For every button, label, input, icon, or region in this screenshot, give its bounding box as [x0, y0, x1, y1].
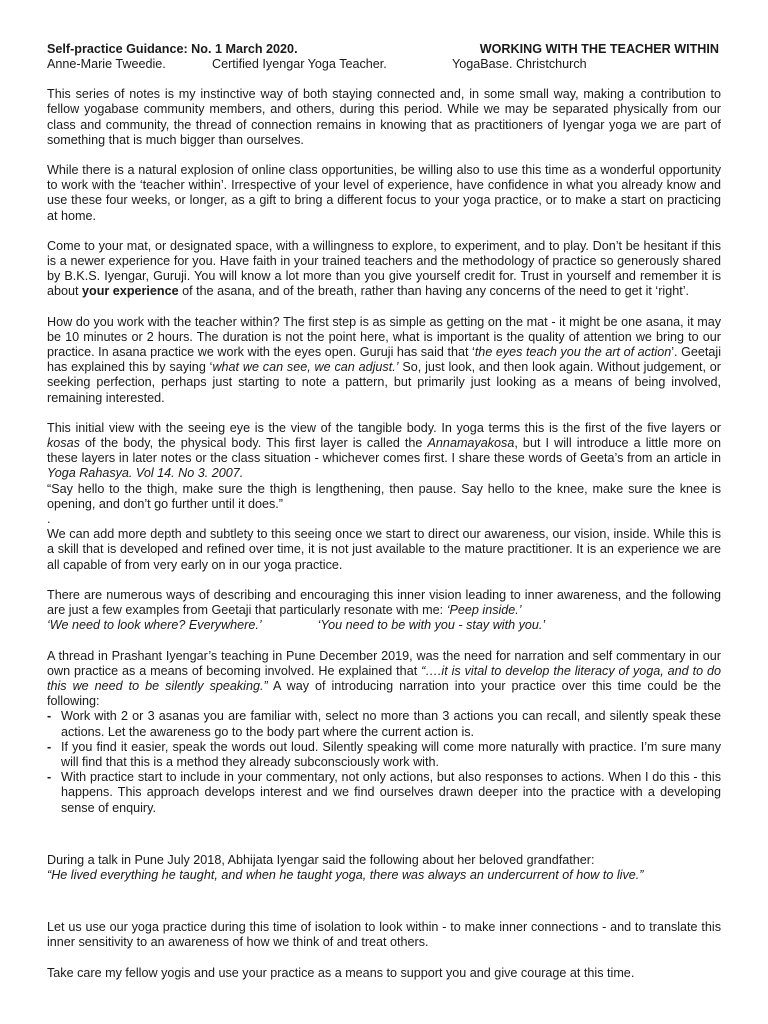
- doc-series-title: Self-practice Guidance: No. 1 March 2020.: [47, 42, 298, 56]
- paragraph-teacher-within: While there is a natural explosion of online class opportunities, be willing also to use this time as a wonderful opportunity to work with the ‘teacher within’. Irrespective of your level of experience, have confidence in what you already know and use these four weeks, or longer, as a gift to bring a different focus to your yoga practice, or to make a start on practicing at home.: [47, 163, 721, 223]
- paragraph-kosas: This initial view with the seeing eye is the view of the tangible body. In yoga terms this is the first of the five layers or kosas of the body, the physical body. This first layer is called the Annamayakosa, but I will introduce a little more on these layers in later notes or the class situation - whichever comes first. I share these words of Geeta’s from an article in Yoga Rahasya. Vol 14. No 3. 2007.: [47, 420, 721, 481]
- narration-list: [47, 709, 721, 815]
- header-row-2: [47, 57, 721, 72]
- paragraph-isolation: Let us use our yoga practice during this time of isolation to look within - to make inner connections - and to translate this inner sensitivity to an awareness of how we think of and treat others.: [47, 920, 721, 950]
- abhijata-quote: “He lived everything he taught, and when he taught yoga, there was always an undercurrent of how to live.”: [47, 867, 644, 882]
- geeta-quote: “Say hello to the thigh, make sure the thigh is lengthening, then pause. Say hello to the knee, make sure the knee is opening, and don’t go further until it does.”: [47, 481, 721, 511]
- paragraph-how: How do you work with the teacher within? The first step is as simple as getting on the mat - it might be one asana, it may be 10 minutes or 2 hours. The duration is not the point here, what is important is the quality of attention we bring to our practice. In asana practice we work with the eyes open. Guruji has said that ‘the eyes teach you the art of action’. Geetaji has explained this by saying ‘what we can see, we can adjust.’ So, just look, and then look again. Without judgement, or seeking perfection, perhaps just starting to note a pattern, but primarily just looking as a means of being involved, remaining interested.: [47, 314, 722, 405]
- list-item: - If you find it easier, speak the words out loud. Silently speaking will come more naturally with practice. I’m sure many will find that this is a method they already subconsciously work with.: [47, 740, 721, 770]
- paragraph-abhijata: During a talk in Pune July 2018, Abhijata Iyengar said the following about her beloved grandfather:: [47, 852, 595, 867]
- paragraph-inner-vision: There are numerous ways of describing and encouraging this inner vision leading to inner awareness, and the following are just a few examples from Geetaji that particularly resonate with me: ‘Peep inside.’ ‘We need to look where? Everywhere.’ ‘You need to be with you - stay with you.’: [47, 587, 721, 633]
- stray-dot: .: [47, 512, 51, 527]
- author-credential: Certified Iyengar Yoga Teacher.: [212, 57, 387, 72]
- author-name: Anne-Marie Tweedie.: [47, 57, 166, 72]
- header-row-1: [47, 42, 721, 57]
- paragraph-depth: We can add more depth and subtlety to this seeing once we start to direct our awareness, our vision, inside. While this is a skill that is developed and refined over time, it is not just available to the mature practitioner. It is an experience we are all capable of from very early on in our yoga practice.: [47, 527, 721, 572]
- list-item: - With practice start to include in your commentary, not only actions, but also responses to actions. When I do this - this happens. This approach develops interest and we find ourselves drawn deeper into the practice with a developing sense of enquiry.: [47, 770, 721, 816]
- paragraph-mat: Come to your mat, or designated space, with a willingness to explore, to experiment, and to play. Don’t be hesitant if this is a newer experience for you. Have faith in your trained teachers and the methodology of practice so generously shared by B.K.S. Iyengar, Guruji. You will know a lot more than you give yourself credit for. Trust in yourself and remember it is about your experience of the asana, and of the breath, rather than having any concerns of the need to get it ‘right’.: [47, 238, 721, 299]
- paragraph-intro: This series of notes is my instinctive way of both staying connected and, in some small way, making a contribution to fellow yogabase community members, and others, during this period. While we may be separated physically from our class and community, the thread of connection remains in knowing that as practitioners of Iyengar yoga we are part of something that is much bigger than ourselves.: [47, 87, 721, 147]
- location: YogaBase. Christchurch: [452, 57, 587, 72]
- doc-title: WORKING WITH THE TEACHER WITHIN: [479, 42, 719, 56]
- list-item: - Work with 2 or 3 asanas you are familiar with, select no more than 3 actions you can recall, and silently speak these actions. Let the awareness go to the body part where the current action is.: [47, 709, 721, 739]
- paragraph-closing: Take care my fellow yogis and use your practice as a means to support you and give courage at this time.: [47, 965, 635, 980]
- paragraph-narration: A thread in Prashant Iyengar’s teaching in Pune December 2019, was the need for narration and self commentary in our own practice as a means of becoming involved. He explained that “….it is vital to develop the literacy of yoga, and to do this we need to be silently speaking.” A way of introducing narration into your practice over this time could be the following:: [47, 648, 721, 709]
